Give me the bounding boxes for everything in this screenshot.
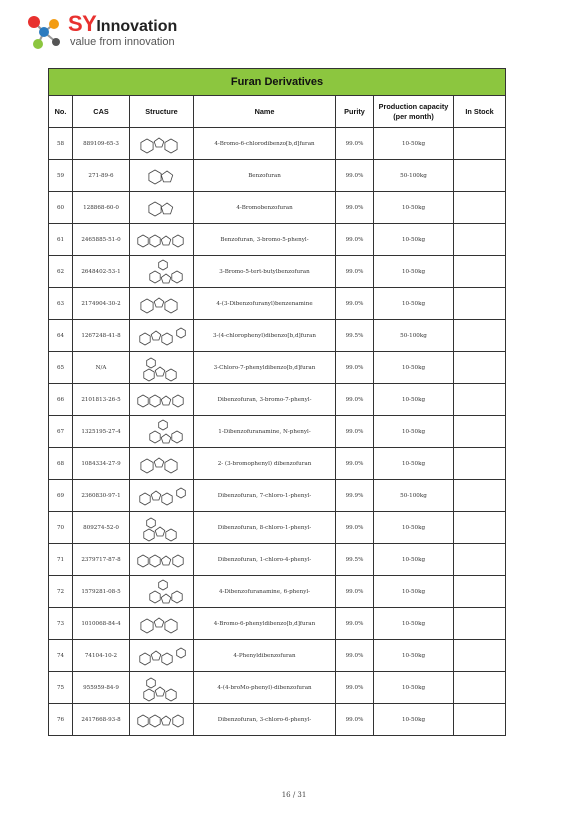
- capacity-cell: 10-50kg: [374, 256, 454, 288]
- purity-cell: 99.0%: [336, 288, 374, 320]
- structure-cell: [130, 544, 194, 576]
- name-cell: 1-Dibenzofuranamine, N-phenyl-: [194, 416, 336, 448]
- no-cell: 74: [49, 640, 73, 672]
- name-cell: 4-Bromo-6-chlorodibenzo[b,d]furan: [194, 128, 336, 160]
- name-cell: Benzofuran: [194, 160, 336, 192]
- capacity-cell: 10-50kg: [374, 352, 454, 384]
- table-row: [49, 416, 506, 448]
- cas-cell: 1084334-27-9: [73, 448, 130, 480]
- molecule-structure-icon: [133, 161, 191, 191]
- cas-cell: 1579281-08-5: [73, 576, 130, 608]
- structure-cell: [130, 416, 194, 448]
- table-row: [49, 384, 506, 416]
- cas-cell: 74104-10-2: [73, 640, 130, 672]
- cas-cell: 1010068-84-4: [73, 608, 130, 640]
- stock-cell: [454, 448, 506, 480]
- name-cell: 4-Phenyldibenzofuran: [194, 640, 336, 672]
- purity-cell: 99.0%: [336, 448, 374, 480]
- no-cell: 58: [49, 128, 73, 160]
- stock-cell: [454, 704, 506, 736]
- stock-cell: [454, 288, 506, 320]
- stock-cell: [454, 128, 506, 160]
- molecule-structure-icon: [133, 353, 191, 383]
- structure-cell: [130, 384, 194, 416]
- cas-cell: 271-89-6: [73, 160, 130, 192]
- table-row: [49, 224, 506, 256]
- purity-cell: 99.0%: [336, 576, 374, 608]
- table-row: [49, 128, 506, 160]
- stock-cell: [454, 416, 506, 448]
- capacity-cell: 10-50kg: [374, 288, 454, 320]
- column-header-stock: In Stock: [454, 96, 506, 128]
- name-cell: 4-(3-Dibenzofuranyl)benzenamine: [194, 288, 336, 320]
- cas-cell: 2360830-97-1: [73, 480, 130, 512]
- molecule-structure-icon: [133, 385, 191, 415]
- structure-cell: [130, 672, 194, 704]
- cas-cell: 955959-84-9: [73, 672, 130, 704]
- column-header-purity: Purity: [336, 96, 374, 128]
- cas-cell: 2379717-87-8: [73, 544, 130, 576]
- purity-cell: 99.0%: [336, 224, 374, 256]
- no-cell: 68: [49, 448, 73, 480]
- name-cell: 3-Bromo-5-tert-butylbenzofuran: [194, 256, 336, 288]
- stock-cell: [454, 640, 506, 672]
- molecule-structure-icon: [133, 481, 191, 511]
- capacity-cell: 10-50kg: [374, 608, 454, 640]
- capacity-cell: 10-50kg: [374, 128, 454, 160]
- molecule-structure-icon: [133, 257, 191, 287]
- name-cell: Dibenzofuran, 3-chloro-6-phenyl-: [194, 704, 336, 736]
- name-cell: Dibenzofuran, 3-bromo-7-phenyl-: [194, 384, 336, 416]
- stock-cell: [454, 480, 506, 512]
- structure-cell: [130, 160, 194, 192]
- stock-cell: [454, 320, 506, 352]
- table-row: [49, 192, 506, 224]
- no-cell: 67: [49, 416, 73, 448]
- no-cell: 64: [49, 320, 73, 352]
- no-cell: 73: [49, 608, 73, 640]
- cas-cell: N/A: [73, 352, 130, 384]
- molecule-structure-icon: [133, 705, 191, 735]
- structure-cell: [130, 288, 194, 320]
- name-cell: 2- (3-bromophenyl) dibenzofuran: [194, 448, 336, 480]
- capacity-cell: 10-50kg: [374, 416, 454, 448]
- cas-cell: 1325195-27-4: [73, 416, 130, 448]
- purity-cell: 99.5%: [336, 544, 374, 576]
- molecule-structure-icon: [133, 193, 191, 223]
- molecule-structure-icon: [133, 609, 191, 639]
- table-row: [49, 352, 506, 384]
- structure-cell: [130, 576, 194, 608]
- molecule-structure-icon: [133, 673, 191, 703]
- stock-cell: [454, 224, 506, 256]
- cas-cell: 2648402-53-1: [73, 256, 130, 288]
- name-cell: Benzofuran, 3-bromo-5-phenyl-: [194, 224, 336, 256]
- cas-cell: 2174904-30-2: [73, 288, 130, 320]
- structure-cell: [130, 640, 194, 672]
- capacity-cell: 10-50kg: [374, 192, 454, 224]
- name-cell: 4-(4-broMo-phenyl)-dibenzofuran: [194, 672, 336, 704]
- molecule-structure-icon: [133, 417, 191, 447]
- table-row: [49, 704, 506, 736]
- molecule-structure-icon: [133, 545, 191, 575]
- capacity-cell: 50-100kg: [374, 480, 454, 512]
- stock-cell: [454, 672, 506, 704]
- column-header-structure: Structure: [130, 96, 194, 128]
- structure-cell: [130, 256, 194, 288]
- table-row: [49, 448, 506, 480]
- structure-cell: [130, 480, 194, 512]
- molecule-structure-icon: [133, 513, 191, 543]
- structure-cell: [130, 608, 194, 640]
- name-cell: Dibenzofuran, 8-chloro-1-phenyl-: [194, 512, 336, 544]
- purity-cell: 99.0%: [336, 640, 374, 672]
- stock-cell: [454, 256, 506, 288]
- capacity-cell: 10-50kg: [374, 544, 454, 576]
- molecule-structure-icon: [133, 225, 191, 255]
- capacity-cell: 10-50kg: [374, 640, 454, 672]
- table-row: [49, 608, 506, 640]
- structure-cell: [130, 704, 194, 736]
- name-cell: 4-Bromobenzofuran: [194, 192, 336, 224]
- no-cell: 76: [49, 704, 73, 736]
- capacity-cell: 10-50kg: [374, 384, 454, 416]
- brand-name: SYInnovation: [68, 11, 178, 36]
- no-cell: 75: [49, 672, 73, 704]
- no-cell: 61: [49, 224, 73, 256]
- table-row: [49, 288, 506, 320]
- structure-cell: [130, 320, 194, 352]
- table-row: [49, 544, 506, 576]
- cas-cell: 889109-65-3: [73, 128, 130, 160]
- table-row: [49, 640, 506, 672]
- purity-cell: 99.0%: [336, 128, 374, 160]
- capacity-cell: 10-50kg: [374, 672, 454, 704]
- table-title: Furan Derivatives: [49, 69, 506, 96]
- purity-cell: 99.0%: [336, 160, 374, 192]
- name-cell: 3-(4-chlorophenyl)dibenzo[b,d]furan: [194, 320, 336, 352]
- no-cell: 69: [49, 480, 73, 512]
- molecule-structure-icon: [133, 449, 191, 479]
- no-cell: 72: [49, 576, 73, 608]
- molecule-structure-icon: [133, 641, 191, 671]
- cas-cell: 2465885-51-0: [73, 224, 130, 256]
- molecule-structure-icon: [133, 321, 191, 351]
- capacity-cell: 10-50kg: [374, 224, 454, 256]
- purity-cell: 99.0%: [336, 512, 374, 544]
- stock-cell: [454, 160, 506, 192]
- no-cell: 66: [49, 384, 73, 416]
- capacity-cell: 10-50kg: [374, 704, 454, 736]
- table-row: [49, 480, 506, 512]
- structure-cell: [130, 192, 194, 224]
- products-table: [48, 68, 506, 736]
- capacity-cell: 10-50kg: [374, 448, 454, 480]
- capacity-cell: 50-100kg: [374, 320, 454, 352]
- no-cell: 63: [49, 288, 73, 320]
- purity-cell: 99.5%: [336, 320, 374, 352]
- cas-cell: 1267248-41-8: [73, 320, 130, 352]
- molecule-structure-icon: [133, 577, 191, 607]
- no-cell: 60: [49, 192, 73, 224]
- name-cell: Dibenzofuran, 7-chloro-1-phenyl-: [194, 480, 336, 512]
- cas-cell: 809274-52-0: [73, 512, 130, 544]
- table-row: [49, 160, 506, 192]
- column-header-name: Name: [194, 96, 336, 128]
- molecule-structure-icon: [133, 129, 191, 159]
- stock-cell: [454, 608, 506, 640]
- name-cell: 4-Bromo-6-phenyldibenzo[b,d]furan: [194, 608, 336, 640]
- table-row: [49, 320, 506, 352]
- capacity-cell: 50-100kg: [374, 160, 454, 192]
- stock-cell: [454, 192, 506, 224]
- no-cell: 65: [49, 352, 73, 384]
- table-row: [49, 576, 506, 608]
- stock-cell: [454, 384, 506, 416]
- capacity-cell: 10-50kg: [374, 512, 454, 544]
- purity-cell: 99.0%: [336, 608, 374, 640]
- molecule-structure-icon: [133, 289, 191, 319]
- name-cell: 4-Dibenzofuranamine, 6-phenyl-: [194, 576, 336, 608]
- stock-cell: [454, 512, 506, 544]
- logo-molecule-icon: [24, 12, 64, 52]
- table-row: [49, 672, 506, 704]
- purity-cell: 99.0%: [336, 384, 374, 416]
- name-cell: Dibenzofuran, 1-chloro-4-phenyl-: [194, 544, 336, 576]
- purity-cell: 99.0%: [336, 704, 374, 736]
- no-cell: 62: [49, 256, 73, 288]
- name-cell: 3-Chloro-7-phenyldibenzo[b,d]furan: [194, 352, 336, 384]
- purity-cell: 99.0%: [336, 192, 374, 224]
- purity-cell: 99.9%: [336, 480, 374, 512]
- column-header-no: No.: [49, 96, 73, 128]
- table-body: [49, 128, 506, 736]
- no-cell: 70: [49, 512, 73, 544]
- company-logo: [24, 10, 204, 54]
- structure-cell: [130, 512, 194, 544]
- column-header-capacity: Production capacity (per month): [374, 96, 454, 128]
- table-row: [49, 512, 506, 544]
- capacity-cell: 10-50kg: [374, 576, 454, 608]
- no-cell: 59: [49, 160, 73, 192]
- structure-cell: [130, 448, 194, 480]
- structure-cell: [130, 128, 194, 160]
- cas-cell: 2417668-93-8: [73, 704, 130, 736]
- structure-cell: [130, 352, 194, 384]
- purity-cell: 99.0%: [336, 352, 374, 384]
- structure-cell: [130, 224, 194, 256]
- cas-cell: 128868-60-0: [73, 192, 130, 224]
- table-row: [49, 256, 506, 288]
- stock-cell: [454, 576, 506, 608]
- stock-cell: [454, 352, 506, 384]
- purity-cell: 99.0%: [336, 672, 374, 704]
- column-header-cas: CAS: [73, 96, 130, 128]
- purity-cell: 99.0%: [336, 416, 374, 448]
- purity-cell: 99.0%: [336, 256, 374, 288]
- page-number: 16 / 31: [281, 791, 307, 799]
- stock-cell: [454, 544, 506, 576]
- cas-cell: 2101813-26-5: [73, 384, 130, 416]
- no-cell: 71: [49, 544, 73, 576]
- brand-tagline: value from innovation: [70, 36, 175, 48]
